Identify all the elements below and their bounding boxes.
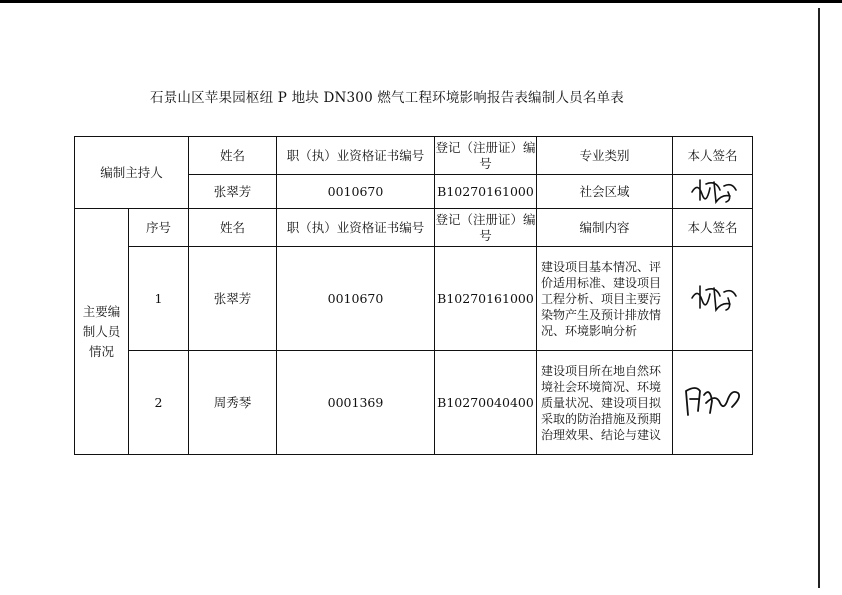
staff-content: 建设项目所在地自然环境社会环境简况、环境质量状况、建设项目拟采取的防治措施及预期治理效果、结论与建议 [537,351,673,455]
header-index: 序号 [129,209,189,247]
header-reg-no: 登记（注册证）编号 [435,137,537,175]
host-reg-no: B10270161000 [435,175,537,209]
header-cert-no: 职（执）业资格证书编号 [277,209,435,247]
header-name: 姓名 [189,209,277,247]
staff-signature-cell [673,247,753,351]
staff-cert-no: 0010670 [277,247,435,351]
staff-index: 2 [129,351,189,455]
header-name: 姓名 [189,137,277,175]
handwritten-signature-icon [686,280,740,314]
staff-cert-no: 0001369 [277,351,435,455]
host-name: 张翠芳 [189,175,277,209]
host-cert-no: 0010670 [277,175,435,209]
staff-reg-no: B10270161000 [435,247,537,351]
staff-name: 周秀琴 [189,351,277,455]
document-title: 石景山区苹果园枢纽 P 地块 DN300 燃气工程环境影响报告表编制人员名单表 [150,90,624,106]
staff-content: 建设项目基本情况、评价适用标准、建设项目工程分析、项目主要污染物产生及预计排放情况、环境影响分析 [537,247,673,351]
header-cert-no: 职（执）业资格证书编号 [277,137,435,175]
scan-edge-top [0,0,842,3]
header-signature: 本人签名 [673,137,753,175]
staff-roster-table [74,136,753,455]
host-header-row [75,137,753,175]
staff-row [75,351,753,455]
scan-edge-right [818,8,820,588]
staff-signature-cell [673,351,753,455]
staff-name: 张翠芳 [189,247,277,351]
host-signature-cell [673,175,753,209]
handwritten-signature-icon [680,381,746,421]
header-signature: 本人签名 [673,209,753,247]
staff-index: 1 [129,247,189,351]
header-category: 专业类别 [537,137,673,175]
staff-reg-no: B10270040400 [435,351,537,455]
host-category: 社会区域 [537,175,673,209]
host-section-label: 编制主持人 [75,137,189,209]
staff-row [75,247,753,351]
handwritten-signature-icon [686,176,740,204]
staff-section-label: 主要编制人员情况 [75,209,129,455]
staff-header-row [75,209,753,247]
header-content: 编制内容 [537,209,673,247]
header-reg-no: 登记（注册证）编号 [435,209,537,247]
